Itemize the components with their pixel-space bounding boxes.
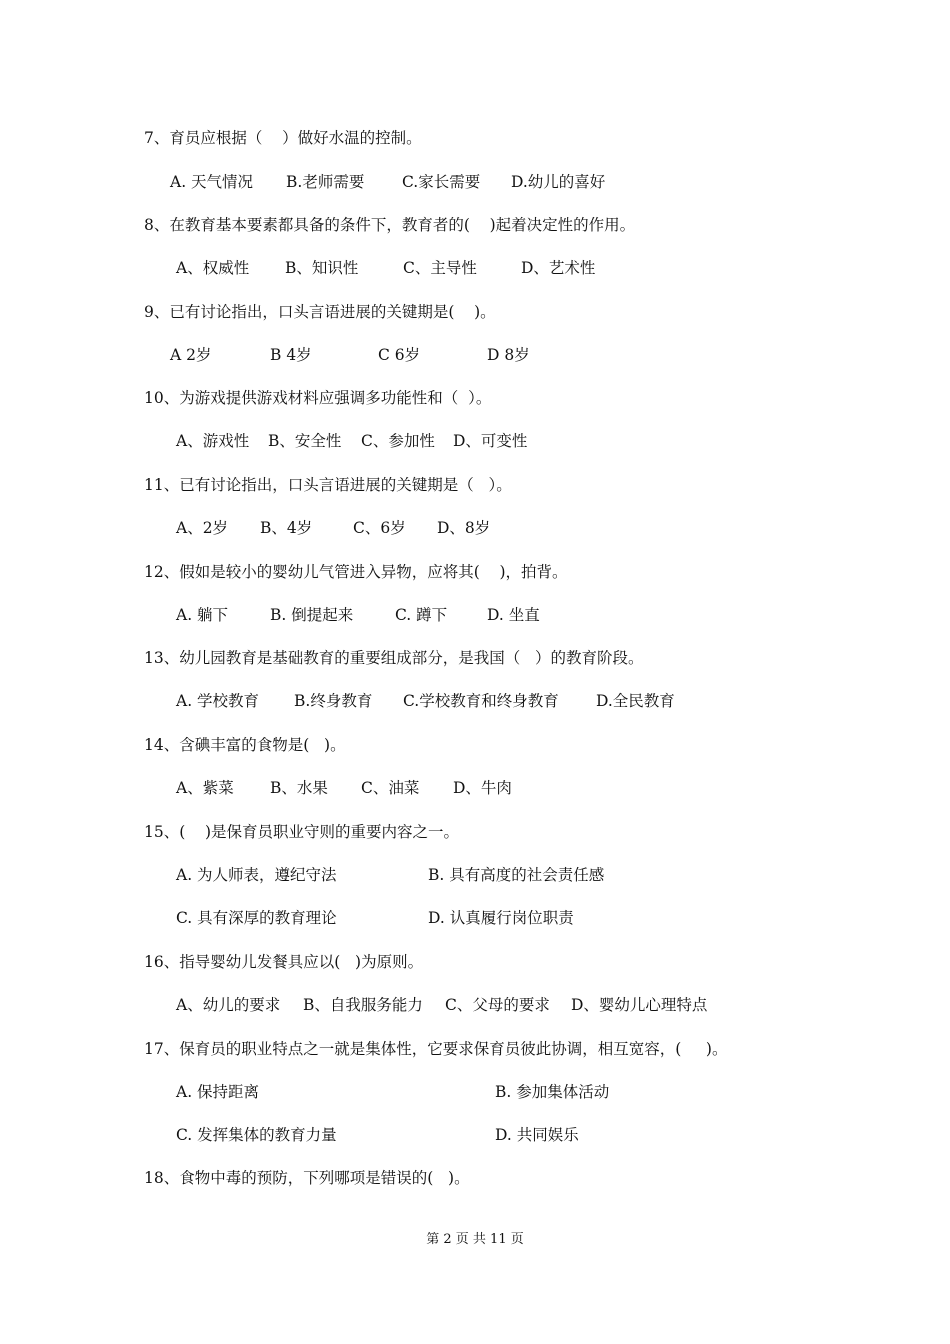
option-7-d: D.幼儿的喜好 bbox=[511, 173, 606, 191]
question-10: 10、为游戏提供游戏材料应强调多功能性和（ ）。 bbox=[144, 389, 492, 407]
question-18: 18、食物中毒的预防，下列哪项是错误的( )。 bbox=[144, 1169, 470, 1187]
option-13-a: A. 学校教育 bbox=[176, 692, 260, 710]
option-13-c: C.学校教育和终身教育 bbox=[403, 692, 559, 710]
question-15: 15、( )是保育员职业守则的重要内容之一。 bbox=[144, 823, 460, 841]
question-7: 7、育员应根据（ ）做好水温的控制。 bbox=[144, 129, 422, 147]
option-8-a: A、权威性 bbox=[176, 259, 250, 277]
option-12-b: B. 倒提起来 bbox=[270, 606, 354, 624]
option-10-a: A、游戏性 bbox=[176, 432, 250, 450]
option-14-c: C、油菜 bbox=[361, 779, 420, 797]
option-10-c: C、参加性 bbox=[361, 432, 435, 450]
question-13: 13、幼儿园教育是基础教育的重要组成部分，是我国（ ）的教育阶段。 bbox=[144, 649, 644, 667]
option-12-a: A. 躺下 bbox=[176, 606, 229, 624]
question-11: 11、已有讨论指出，口头言语进展的关键期是（ ）。 bbox=[144, 476, 512, 494]
option-10-b: B、安全性 bbox=[268, 432, 342, 450]
option-17-b: B. 参加集体活动 bbox=[495, 1083, 610, 1101]
option-16-a: A、幼儿的要求 bbox=[176, 996, 281, 1014]
option-13-d: D.全民教育 bbox=[596, 692, 675, 710]
option-9-d: D 8岁 bbox=[487, 346, 530, 364]
option-15-c: C. 具有深厚的教育理论 bbox=[176, 909, 337, 927]
option-11-a: A、2岁 bbox=[176, 519, 229, 537]
option-9-c: C 6岁 bbox=[378, 346, 421, 364]
option-12-c: C. 蹲下 bbox=[395, 606, 448, 624]
option-11-d: D、8岁 bbox=[437, 519, 491, 537]
option-15-d: D. 认真履行岗位职责 bbox=[428, 909, 574, 927]
option-14-d: D、牛肉 bbox=[453, 779, 512, 797]
option-9-a: A 2岁 bbox=[170, 346, 212, 364]
option-16-d: D、婴幼儿心理特点 bbox=[571, 996, 708, 1014]
option-8-c: C、主导性 bbox=[403, 259, 477, 277]
question-12: 12、假如是较小的婴幼儿气管进入异物，应将其( )，拍背。 bbox=[144, 563, 568, 581]
option-8-b: B、知识性 bbox=[285, 259, 359, 277]
question-16: 16、指导婴幼儿发餐具应以( )为原则。 bbox=[144, 953, 424, 971]
option-11-c: C、6岁 bbox=[353, 519, 406, 537]
option-13-b: B.终身教育 bbox=[294, 692, 373, 710]
option-17-d: D. 共同娱乐 bbox=[495, 1126, 579, 1144]
option-7-a: A. 天气情况 bbox=[170, 173, 254, 191]
question-14: 14、含碘丰富的食物是( )。 bbox=[144, 736, 346, 754]
option-11-b: B、4岁 bbox=[260, 519, 313, 537]
option-14-b: B、水果 bbox=[270, 779, 328, 797]
option-15-a: A. 为人师表，遵纪守法 bbox=[176, 866, 337, 884]
option-12-d: D. 坐直 bbox=[487, 606, 540, 624]
option-17-c: C. 发挥集体的教育力量 bbox=[176, 1126, 337, 1144]
option-16-b: B、自我服务能力 bbox=[303, 996, 423, 1014]
question-8: 8、在教育基本要素都具备的条件下，教育者的( )起着决定性的作用。 bbox=[144, 216, 636, 234]
option-17-a: A. 保持距离 bbox=[176, 1083, 260, 1101]
option-14-a: A、紫菜 bbox=[176, 779, 234, 797]
option-15-b: B. 具有高度的社会责任感 bbox=[428, 866, 605, 884]
option-16-c: C、父母的要求 bbox=[445, 996, 550, 1014]
option-8-d: D、艺术性 bbox=[521, 259, 596, 277]
question-17: 17、保育员的职业特点之一就是集体性，它要求保育员彼此协调，相互宽容，( )。 bbox=[144, 1040, 728, 1058]
option-7-b: B.老师需要 bbox=[286, 173, 365, 191]
option-9-b: B 4岁 bbox=[270, 346, 312, 364]
question-9: 9、已有讨论指出，口头言语进展的关键期是( )。 bbox=[144, 303, 496, 321]
option-7-c: C.家长需要 bbox=[402, 173, 481, 191]
option-10-d: D、可变性 bbox=[453, 432, 528, 450]
page-footer: 第 2 页 共 11 页 bbox=[426, 1232, 524, 1247]
